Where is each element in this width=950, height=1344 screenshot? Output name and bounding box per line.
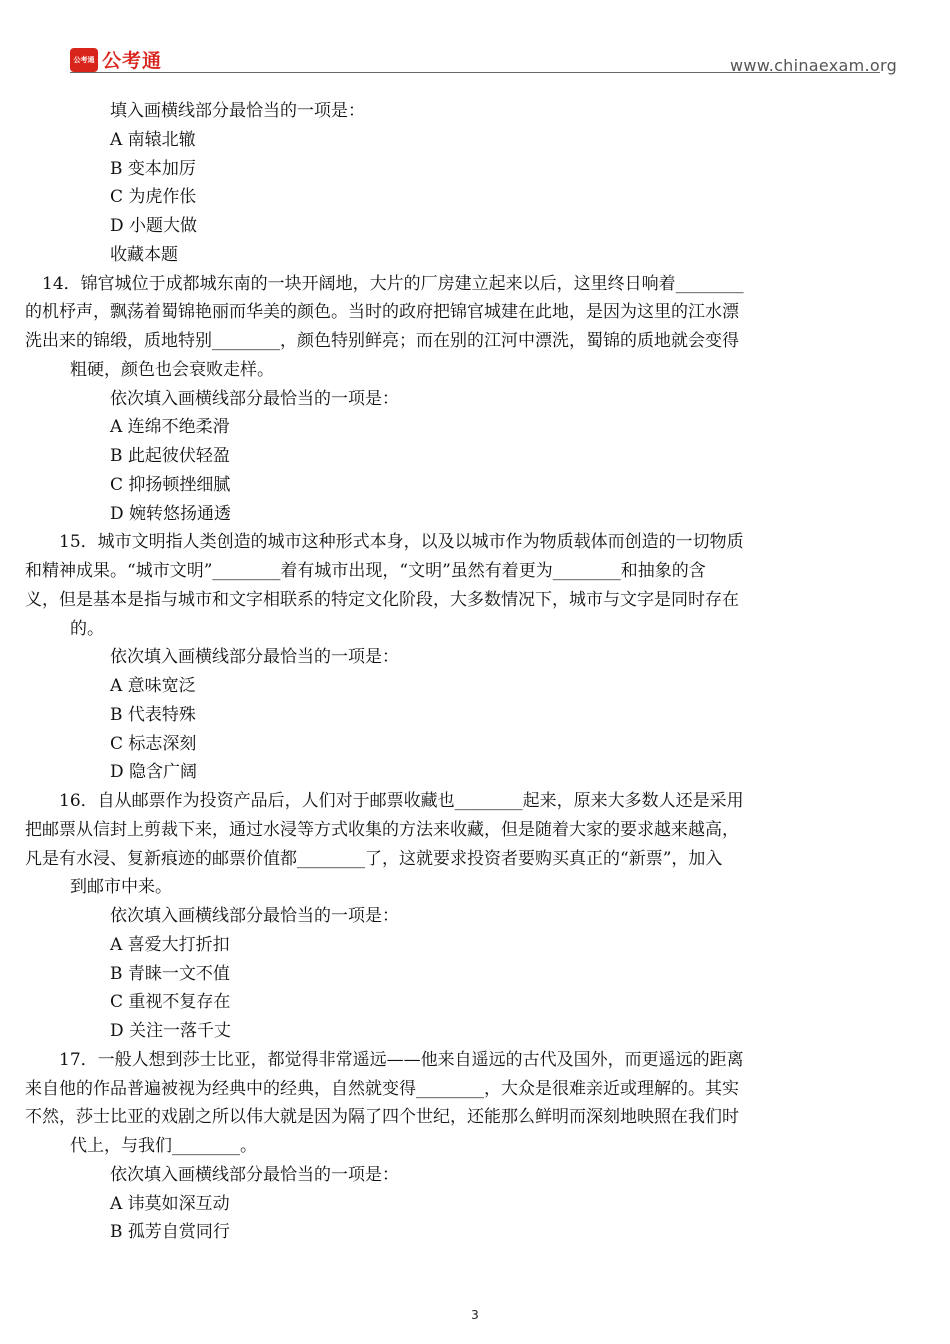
text-line: C 抑扬顿挫细腻 — [110, 474, 231, 495]
text-line: 来自他的作品普遍被视为经典中的经典，自然就变得________，大众是很难亲近或理解的。其实 — [25, 1078, 739, 1099]
text-line: 的机杼声，飘荡着蜀锦艳丽而华美的颜色。当时的政府把锦官城建在此地，是因为这里的江水漂 — [25, 302, 739, 323]
text-line: C 标志深刻 — [110, 733, 197, 754]
text-line[interactable]: 收藏本题 — [110, 244, 178, 265]
text-line: 和精神成果。“城市文明”________着有城市出现，“文明”虽然有着更为________和抽象的含 — [25, 561, 706, 581]
text-line: B 变本加厉 — [110, 158, 196, 179]
text-line: 依次填入画横线部分最恰当的一项是： — [110, 647, 399, 668]
text-line: 把邮票从信封上剪裁下来，通过水浸等方式收集的方法来收藏，但是随着大家的要求越来越高， — [25, 819, 739, 840]
page-header — [0, 0, 950, 100]
text-line: 粗硬，颜色也会衰败走样。 — [70, 359, 274, 380]
text-line: 到邮市中来。 — [70, 877, 172, 898]
text-line: 填入画横线部分最恰当的一项是： — [110, 101, 365, 121]
text-line: B 代表特殊 — [110, 704, 196, 725]
text-line: A 讳莫如深互动 — [110, 1193, 230, 1214]
logo-text: 公考通 — [102, 50, 163, 72]
text-line: B 孤芳自赏同行 — [110, 1222, 230, 1243]
text-line: 洗出来的锦缎，质地特别________，颜色特别鲜亮；而在别的江河中漂洗，蜀锦的质地就会变得 — [25, 331, 739, 351]
text-line: 义，但是基本是指与城市和文字相联系的特定文化阶段，大多数情况下，城市与文字是同时存在 — [25, 589, 739, 610]
text-line: A 南辕北辙 — [110, 129, 196, 150]
text-line: C 重视不复存在 — [110, 992, 231, 1013]
site-url: www.chinaexam.org — [730, 56, 898, 75]
text-line: 代上，与我们________。 — [70, 1136, 257, 1156]
page-number: 3 — [471, 1308, 479, 1322]
text-line: 依次填入画横线部分最恰当的一项是： — [110, 1164, 399, 1185]
text-line: B 青睐一文不值 — [110, 963, 230, 984]
text-line: 17．一般人想到莎士比亚，都觉得非常遥远——他来自遥远的古代及国外，而更遥远的距离 — [25, 1049, 744, 1070]
text-line: 16．自从邮票作为投资产品后，人们对于邮票收藏也________起来，原来大多数人还是采用 — [25, 791, 744, 811]
text-line: 依次填入画横线部分最恰当的一项是： — [110, 388, 399, 409]
logo — [70, 46, 162, 73]
text-line: 15．城市文明指人类创造的城市这种形式本身，以及以城市作为物质载体而创造的一切物质 — [25, 532, 744, 553]
text-line: D 隐含广阔 — [110, 762, 198, 783]
text-line: C 为虎作伥 — [110, 187, 197, 208]
text-line: D 关注一落千丈 — [110, 1021, 232, 1041]
text-line: D 婉转悠扬通透 — [110, 503, 232, 524]
text-line: 14．锦官城位于成都城东南的一块开阔地，大片的厂房建立起来以后，这里终日响着________ — [25, 273, 744, 294]
text-line: 不然，莎士比亚的戏剧之所以伟大就是因为隔了四个世纪，还能那么鲜明而深刻地映照在我们时 — [25, 1107, 739, 1128]
text-line: 依次填入画横线部分最恰当的一项是： — [110, 906, 399, 926]
text-line: A 意味宽泛 — [110, 676, 196, 696]
text-line: A 喜爱大打折扣 — [110, 934, 230, 955]
logo-badge-icon: 公考通 — [70, 48, 98, 72]
text-line: 凡是有水浸、复新痕迹的邮票价值都________了，这就要求投资者要购买真正的“新票”，加入 — [25, 848, 723, 869]
text-line: A 连绵不绝柔滑 — [110, 417, 230, 438]
text-line: B 此起彼伏轻盈 — [110, 446, 230, 466]
text-line: D 小题大做 — [110, 216, 198, 236]
text-line: 的。 — [70, 618, 104, 639]
